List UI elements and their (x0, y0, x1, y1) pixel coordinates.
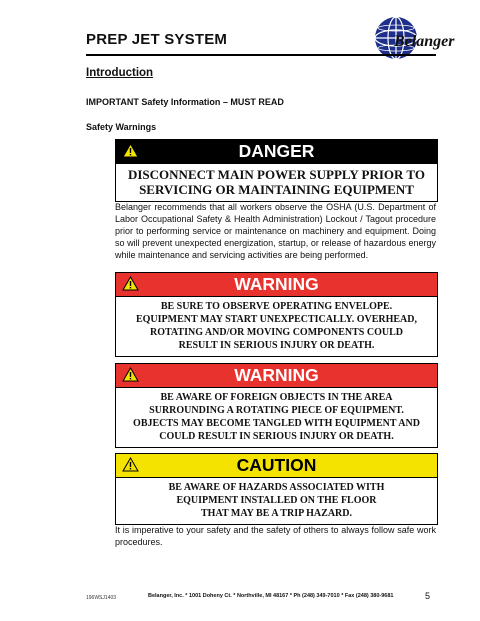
warning-header (116, 273, 437, 297)
warning-message (116, 388, 437, 447)
caution-message (116, 478, 437, 524)
caution-line: EQUIPMENT INSTALLED ON THE FLOOR (176, 495, 377, 506)
warning-line: COULD RESULT IN SERIOUS INJURY OR DEATH. (159, 431, 394, 442)
safety-warnings-heading: Safety Warnings (86, 122, 157, 132)
danger-message (116, 164, 437, 201)
warning-line: SURROUNDING A ROTATING PIECE OF EQUIPMENT. (149, 405, 404, 416)
footer-document-id: 196WSJ1403 (86, 595, 117, 601)
warning-header (116, 364, 437, 388)
caution-line: THAT MAY BE A TRIP HAZARD. (201, 508, 352, 519)
warning-line: BE AWARE OF FOREIGN OBJECTS IN THE AREA (160, 392, 393, 403)
warning-panel-foreign-objects (115, 363, 438, 448)
warning-line: ROTATING AND/OR MOVING COMPONENTS COULD (150, 327, 403, 338)
danger-signal-word: DANGER (238, 141, 315, 161)
svg-text:Belanger: Belanger (394, 33, 455, 50)
warning-line: BE SURE TO OBSERVE OPERATING ENVELOPE. (160, 301, 393, 312)
warning-line: RESULT IN SERIOUS INJURY OR DEATH. (178, 340, 375, 351)
caution-line: BE AWARE OF HAZARDS ASSOCIATED WITH (168, 482, 385, 493)
danger-line: SERVICING OR MAINTAINING EQUIPMENT (139, 182, 414, 197)
osha-paragraph: Belanger recommends that all workers observe the OSHA (U.S. Department of Labor Occupational Safety & Health Administration) Lockout / Tagout procedure prior to performing service or maintenance on machinery and equipment. Doing so will prevent unexpected energization, startup, or release of hazardous energy while maintenance and servicing activities are being performed. (115, 202, 436, 260)
warning-panel-envelope (115, 272, 438, 357)
warning-line: EQUIPMENT MAY START UNEXPECTICALLY. OVERHEAD, (135, 314, 417, 325)
warning-signal-word: WARNING (234, 365, 319, 385)
belanger-logo (372, 14, 458, 64)
closing-paragraph: It is imperative to your safety and the safety of others to always follow safe work procedures. (115, 525, 436, 547)
danger-header (116, 140, 437, 164)
caution-header (116, 454, 437, 478)
danger-panel (115, 139, 438, 202)
warning-message (116, 297, 437, 356)
danger-line: DISCONNECT MAIN POWER SUPPLY PRIOR TO (127, 167, 425, 182)
section-heading: Introduction (86, 67, 154, 79)
caution-signal-word: CAUTION (236, 455, 317, 475)
warning-signal-word: WARNING (234, 274, 319, 294)
important-notice: IMPORTANT Safety Information – MUST READ (86, 97, 284, 107)
document-title: PREP JET SYSTEM (86, 31, 228, 48)
footer-company-info: Belanger, Inc. * 1001 Doheny Ct. * Northville, MI 48167 * Ph (248) 349-7010 * Fax (248) 380-9681 (148, 593, 394, 599)
header-rule (86, 54, 436, 56)
warning-line: OBJECTS MAY BECOME TANGLED WITH EQUIPMENT AND (133, 418, 420, 429)
caution-panel (115, 453, 438, 525)
page-number: 5 (425, 591, 431, 601)
